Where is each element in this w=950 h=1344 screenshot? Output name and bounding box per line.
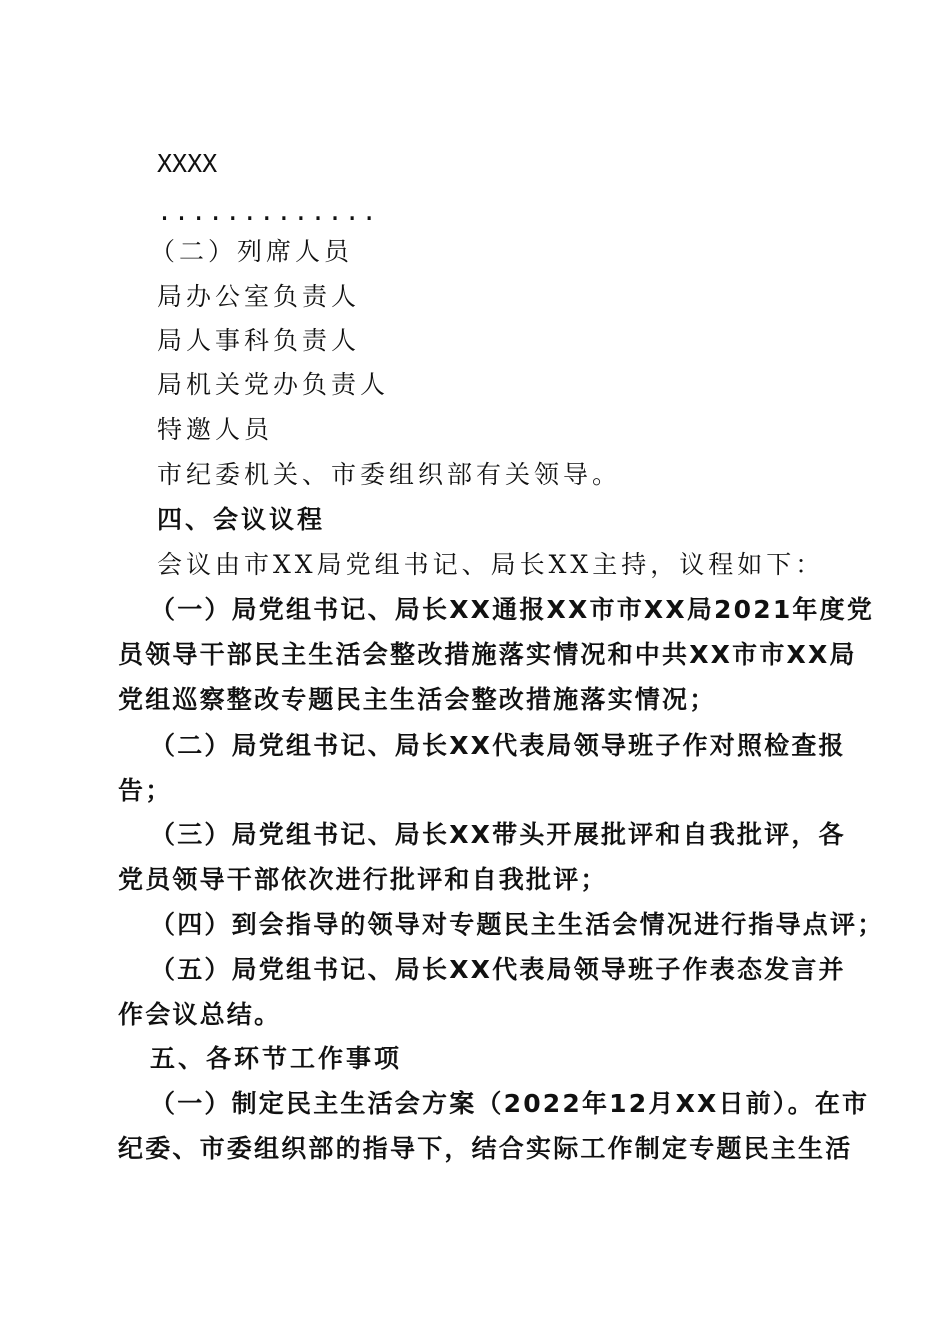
attendee-ellipsis: ............. xyxy=(157,197,379,226)
agenda-item-line: （二）局党组书记、局长XX代表局领导班子作对照检查报 xyxy=(150,731,846,760)
work-item-line: （一）制定民主生活会方案（2022年12月XX日前）。在市 xyxy=(150,1089,870,1118)
nonvoting-item: 局机关党办负责人 xyxy=(157,370,390,399)
nonvoting-item: 局办公室负责人 xyxy=(157,282,361,311)
agenda-item-line: （四）到会指导的领导对专题民主生活会情况进行指导点评； xyxy=(150,910,885,939)
agenda-item-line: 作会议总结。 xyxy=(118,1000,282,1029)
agenda-item-line: 党组巡察整改专题民主生活会整改措施落实情况； xyxy=(118,685,717,714)
work-items-heading: 五、各环节工作事项 xyxy=(150,1044,403,1073)
agenda-intro: 会议由市XX局党组书记、局长XX主持，议程如下： xyxy=(157,550,825,579)
nonvoting-item: 局人事科负责人 xyxy=(157,326,361,355)
agenda-item-line: （五）局党组书记、局长XX代表局领导班子作表态发言并 xyxy=(150,955,846,984)
nonvoting-heading: （二）列席人员 xyxy=(150,237,354,266)
nonvoting-item: 市纪委机关、市委组织部有关领导。 xyxy=(157,460,622,489)
agenda-item-line: 告； xyxy=(118,776,173,805)
agenda-item-line: 党员领导干部依次进行批评和自我批评； xyxy=(118,865,608,894)
agenda-item-line: 员领导干部民主生活会整改措施落实情况和中共XX市市XX局 xyxy=(118,640,857,669)
agenda-item-line: （三）局党组书记、局长XX带头开展批评和自我批评，各 xyxy=(150,820,846,849)
nonvoting-item: 特邀人员 xyxy=(157,415,274,444)
agenda-heading: 四、会议议程 xyxy=(157,505,326,534)
agenda-item-line: （一）局党组书记、局长XX通报XX市市XX局2021年度党 xyxy=(150,595,875,624)
attendee-name-placeholder: XXXX xyxy=(157,149,218,178)
work-item-line: 纪委、市委组织部的指导下，结合实际工作制定专题民主生活 xyxy=(118,1134,853,1163)
